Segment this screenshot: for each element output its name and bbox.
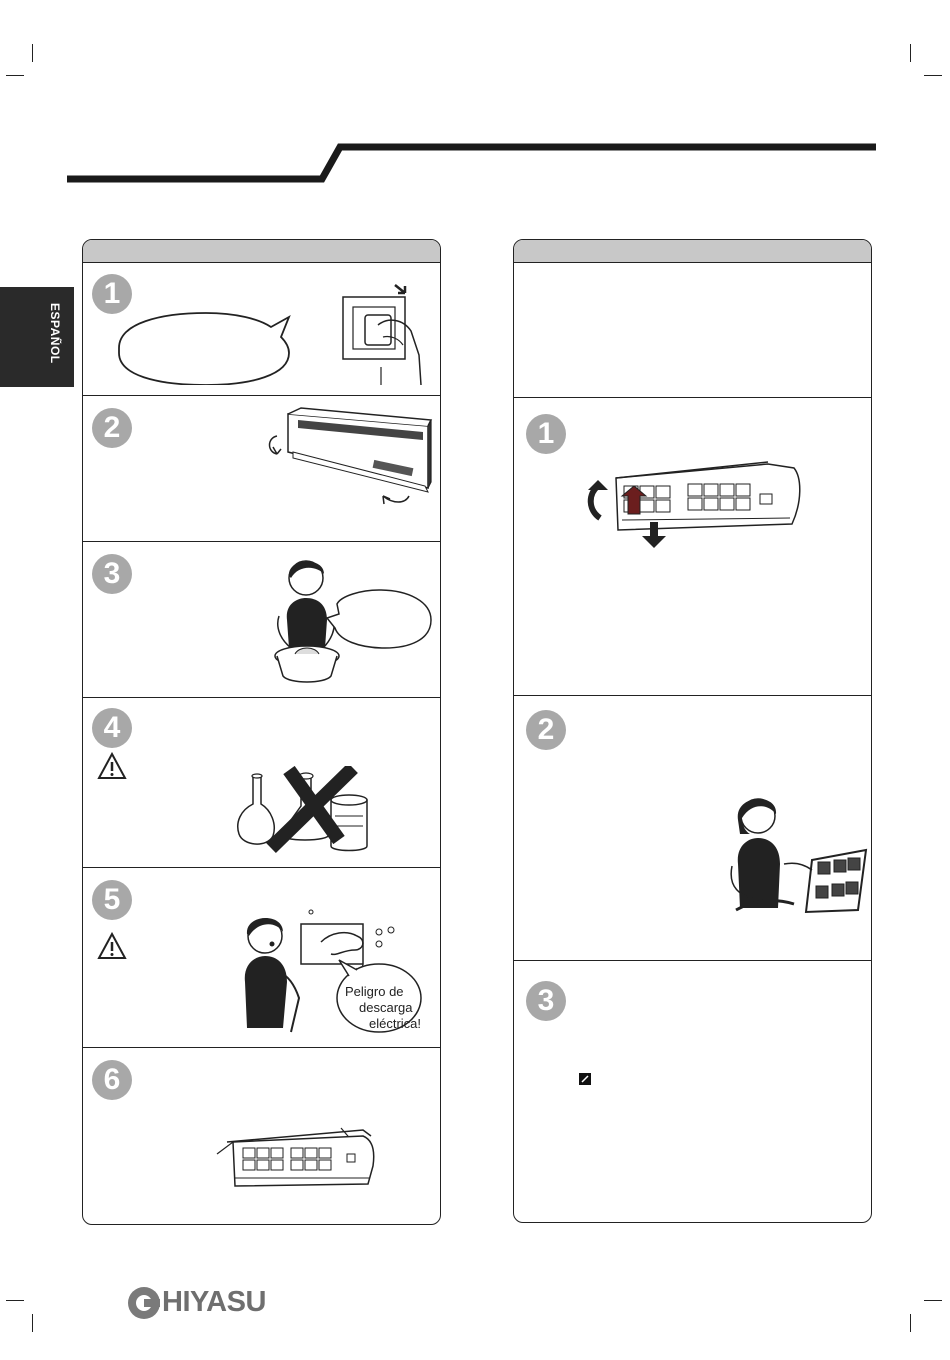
power-plug-icon (333, 275, 433, 385)
step-number-badge: 4 (92, 708, 132, 748)
step-number-badge: 2 (526, 710, 566, 750)
filter-removal-icon (578, 458, 808, 558)
person-washing-icon (269, 548, 439, 693)
bubble-text-line: descarga (359, 1000, 413, 1015)
step-number-badge: 2 (92, 408, 132, 448)
warning-icon (97, 932, 127, 960)
step-number-badge: 5 (92, 880, 132, 920)
step-number-badge: 3 (526, 981, 566, 1021)
chemicals-prohibited-icon (231, 766, 381, 858)
crop-mark (910, 1314, 911, 1332)
air-conditioner-unit-icon (253, 400, 438, 518)
right-panel (513, 239, 872, 1223)
bubble-text-line: Peligro de (345, 984, 404, 999)
left-step-4 (83, 698, 440, 868)
left-panel-header (83, 240, 440, 263)
person-holding-filter-icon (724, 790, 872, 930)
right-panel-header (514, 240, 871, 263)
speech-bubble (111, 305, 301, 385)
left-step-6 (83, 1048, 440, 1224)
indoor-unit-front-panel-open-icon (213, 1122, 383, 1202)
language-tab-label: ESPAÑOL (48, 303, 62, 364)
step-number-badge: 1 (92, 274, 132, 314)
warning-icon (97, 752, 127, 780)
crop-mark (32, 1314, 33, 1332)
left-panel (82, 239, 441, 1225)
right-step-3 (514, 961, 871, 1223)
step-number-badge: 1 (526, 414, 566, 454)
brand-name: HIYASU (162, 1286, 266, 1318)
bubble-text-line: eléctrica! (369, 1016, 422, 1031)
left-step-1 (83, 263, 440, 396)
left-step-2 (83, 396, 440, 542)
step-number-badge: 6 (92, 1060, 132, 1100)
left-step-3 (83, 542, 440, 698)
note-icon (579, 1073, 591, 1085)
left-step-5 (83, 868, 440, 1048)
right-intro (514, 263, 871, 398)
brand-logo-icon (126, 1284, 164, 1322)
right-step-2 (514, 696, 871, 961)
right-step-1 (514, 398, 871, 696)
step-number-badge: 3 (92, 554, 132, 594)
crop-mark (6, 1300, 24, 1301)
language-tab (0, 287, 74, 387)
header-rule (0, 0, 950, 200)
crop-mark (924, 1300, 942, 1301)
